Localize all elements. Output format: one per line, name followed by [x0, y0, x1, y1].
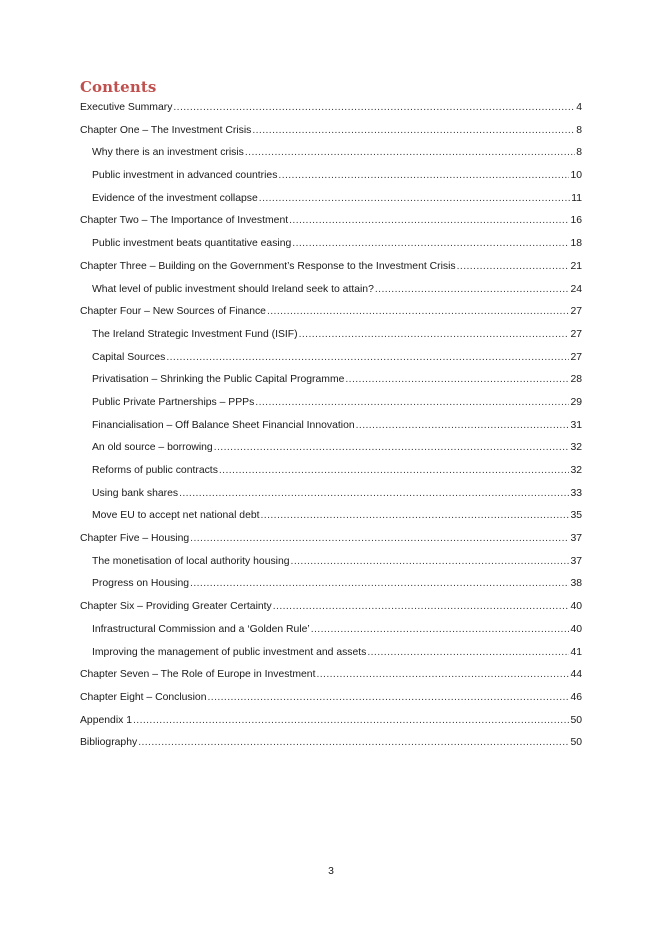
dot-leader — [273, 599, 570, 615]
dot-leader — [190, 576, 569, 592]
dot-leader — [133, 713, 569, 729]
toc-entry-title: Chapter Five – Housing — [80, 533, 190, 545]
toc-entry[interactable] — [80, 645, 582, 668]
toc-entry-page: 8 — [576, 124, 582, 136]
toc-entry-page: 27 — [570, 306, 582, 318]
toc-entry-page: 8 — [576, 147, 582, 159]
toc-entry[interactable] — [80, 599, 582, 622]
toc-entry-title: Why there is an investment crisis — [92, 147, 244, 159]
toc-entry[interactable] — [80, 100, 582, 123]
toc-entry-page: 11 — [571, 192, 582, 204]
toc-entry[interactable] — [80, 667, 582, 690]
toc-entry-page: 27 — [570, 351, 582, 363]
toc-entry-title: Infrastructural Commission and a ‘Golden Rule’ — [92, 623, 310, 635]
toc-entry-page: 27 — [570, 328, 582, 340]
toc-entry-page: 21 — [570, 260, 582, 272]
toc-entry[interactable] — [80, 531, 582, 554]
dot-leader — [138, 735, 569, 751]
toc-entry-page: 35 — [570, 510, 582, 522]
toc-entry-title: Using bank shares — [92, 487, 179, 499]
toc-entry-title: The monetisation of local authority housing — [92, 555, 290, 567]
dot-leader — [289, 213, 569, 229]
toc-entry-title: An old source – borrowing — [92, 442, 213, 454]
toc-entry-title: Chapter Seven – The Role of Europe in Investment — [80, 669, 316, 681]
toc-entry[interactable] — [80, 213, 582, 236]
dot-leader — [345, 372, 569, 388]
toc-entry-page: 32 — [570, 465, 582, 476]
toc-entry[interactable] — [80, 259, 582, 282]
toc-entry-title: Move EU to accept net national debt — [92, 510, 260, 522]
dot-leader — [219, 463, 570, 479]
toc-entry[interactable] — [80, 168, 582, 191]
toc-entry-title: Privatisation – Shrinking the Public Capital Programme — [92, 374, 345, 386]
toc-entry-title: Chapter Eight – Conclusion — [80, 691, 207, 703]
toc-entry-page: 37 — [570, 533, 582, 545]
toc-entry-page: 50 — [570, 737, 582, 749]
dot-leader — [214, 440, 570, 456]
dot-leader — [259, 191, 570, 207]
toc-entry[interactable] — [80, 463, 582, 486]
dot-leader — [278, 168, 569, 184]
toc-entry-page: 10 — [570, 170, 582, 182]
dot-leader — [190, 531, 569, 547]
toc-entry-page: 40 — [570, 623, 582, 635]
toc-entry-title: Chapter Three – Building on the Government’s Response to the Investment Crisis — [80, 260, 456, 272]
dot-leader — [245, 145, 575, 161]
toc-entry[interactable] — [80, 418, 582, 441]
dot-leader — [208, 690, 570, 706]
toc-entry-title: Capital Sources — [92, 351, 166, 363]
toc-entry-title: Public investment beats quantitative easing — [92, 238, 292, 250]
toc-entry-title: Chapter Two – The Importance of Investment — [80, 215, 289, 227]
dot-leader — [173, 100, 575, 116]
dot-leader — [292, 236, 569, 252]
dot-leader — [291, 554, 570, 570]
toc-entry[interactable] — [80, 440, 582, 463]
toc-entry[interactable] — [80, 191, 582, 214]
toc-entry[interactable] — [80, 622, 582, 645]
toc-entry-page: 44 — [570, 669, 582, 681]
toc-entry-title: The Ireland Strategic Investment Fund (ISIF) — [92, 328, 298, 340]
toc-entry-title: Progress on Housing — [92, 578, 190, 590]
dot-leader — [166, 350, 569, 366]
dot-leader — [252, 123, 575, 139]
toc-entry-page: 41 — [570, 646, 582, 658]
toc-entry[interactable] — [80, 372, 582, 395]
page-number: 3 — [328, 866, 334, 877]
table-of-contents — [80, 100, 582, 758]
dot-leader — [367, 645, 569, 661]
toc-entry-page: 32 — [570, 442, 582, 454]
toc-entry-page: 28 — [570, 374, 582, 386]
toc-entry-page: 31 — [570, 419, 582, 431]
toc-entry-title: Improving the management of public investment and assets — [92, 646, 367, 658]
toc-entry[interactable] — [80, 508, 582, 531]
toc-entry-page: 40 — [570, 601, 582, 613]
dot-leader — [261, 508, 570, 524]
dot-leader — [457, 259, 570, 275]
toc-entry-page: 18 — [570, 238, 582, 250]
toc-entry-page: 24 — [570, 283, 582, 295]
dot-leader — [179, 486, 569, 502]
toc-entry[interactable] — [80, 713, 582, 736]
toc-entry[interactable] — [80, 282, 582, 305]
dot-leader — [299, 327, 570, 343]
toc-entry[interactable] — [80, 554, 582, 577]
toc-entry-title: Chapter One – The Investment Crisis — [80, 124, 252, 136]
dot-leader — [267, 304, 569, 320]
toc-entry-title: Evidence of the investment collapse — [92, 192, 258, 204]
toc-entry-title: Public Private Partnerships – PPPs — [92, 396, 255, 408]
toc-entry[interactable] — [80, 395, 582, 418]
toc-entry-title: Bibliography — [80, 737, 138, 749]
toc-entry-title: What level of public investment should Ireland seek to attain? — [92, 283, 374, 295]
toc-entry-page: 50 — [570, 714, 582, 726]
toc-entry-page: 4 — [576, 102, 582, 113]
toc-entry[interactable] — [80, 486, 582, 509]
toc-entry-title: Executive Summary — [80, 102, 173, 113]
toc-entry[interactable] — [80, 690, 582, 713]
toc-entry[interactable] — [80, 327, 582, 350]
dot-leader — [356, 418, 570, 434]
toc-entry[interactable] — [80, 576, 582, 599]
dot-leader — [311, 622, 570, 638]
toc-entry-page: 16 — [570, 215, 582, 227]
dot-leader — [375, 282, 570, 298]
toc-entry-page: 37 — [570, 555, 582, 567]
toc-entry-title: Appendix 1 — [80, 714, 132, 726]
toc-entry[interactable] — [80, 735, 582, 758]
toc-entry-title: Public investment in advanced countries — [92, 170, 278, 182]
toc-entry-page: 33 — [570, 487, 582, 499]
toc-entry-title: Chapter Six – Providing Greater Certainty — [80, 601, 272, 613]
toc-entry[interactable] — [80, 236, 582, 259]
toc-entry[interactable] — [80, 123, 582, 146]
toc-entry-title: Reforms of public contracts — [92, 465, 218, 476]
toc-entry-title: Financialisation – Off Balance Sheet Financial Innovation — [92, 419, 355, 431]
toc-entry-page: 38 — [570, 578, 582, 590]
dot-leader — [255, 395, 569, 411]
toc-entry[interactable] — [80, 304, 582, 327]
toc-entry[interactable] — [80, 350, 582, 373]
toc-entry-page: 29 — [570, 396, 582, 408]
toc-entry-page: 46 — [570, 691, 582, 703]
toc-entry[interactable] — [80, 145, 582, 168]
dot-leader — [316, 667, 569, 683]
toc-entry-title: Chapter Four – New Sources of Finance — [80, 306, 266, 318]
contents-heading: Contents — [80, 78, 157, 96]
